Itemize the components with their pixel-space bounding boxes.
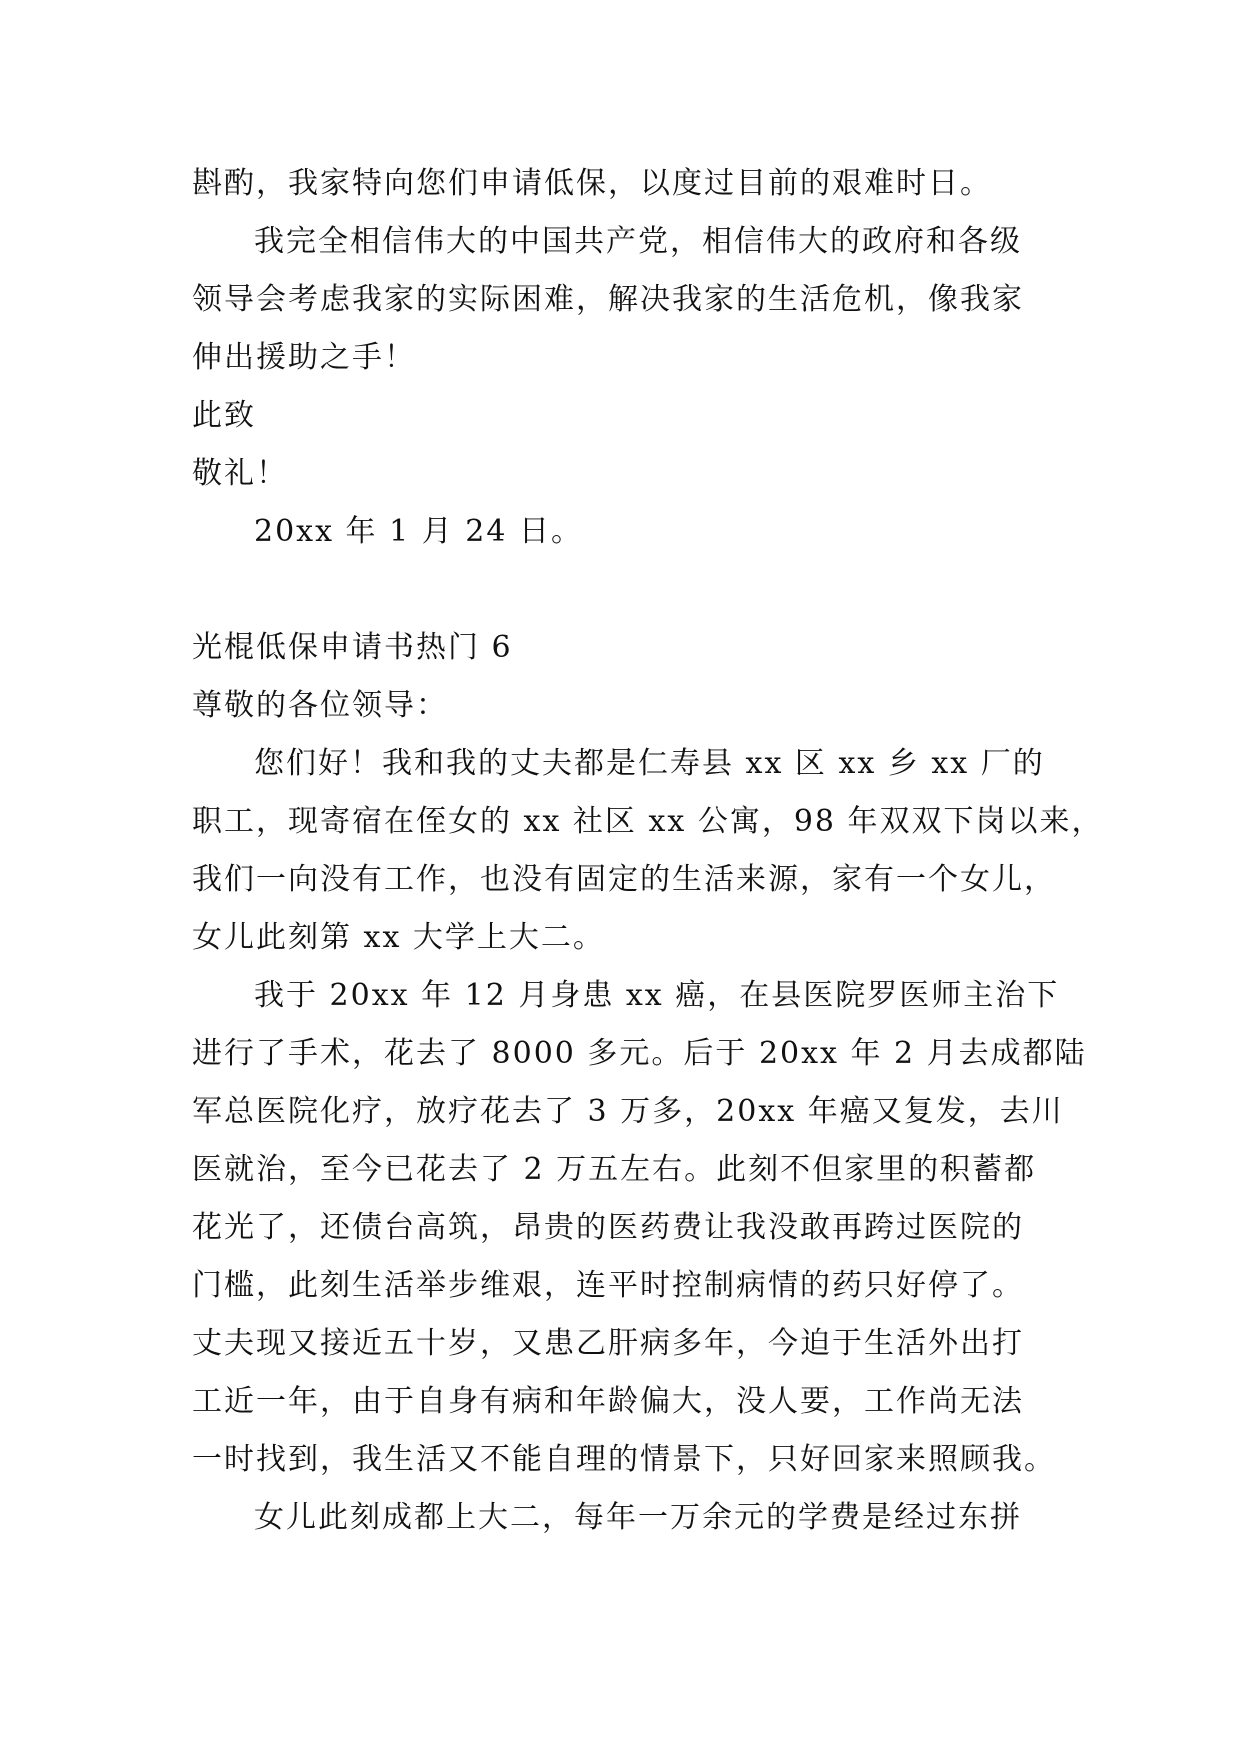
text-line: 伸出援助之手！ xyxy=(192,340,416,375)
text-line: 领导会考虑我家的实际困难，解决我家的生活危机，像我家 xyxy=(192,282,1024,317)
text-line: 斟酌，我家特向您们申请低保，以度过目前的艰难时日。 xyxy=(192,166,992,201)
section-title: 光棍低保申请书热门 6 xyxy=(192,630,513,665)
text-line: 我们一向没有工作，也没有固定的生活来源，家有一个女儿， xyxy=(192,862,1056,897)
text-line: 我于 20xx 年 12 月身患 xx 癌，在县医院罗医师主治下 xyxy=(254,978,1060,1013)
text-line: 花光了，还债台高筑，昂贵的医药费让我没敢再跨过医院的 xyxy=(192,1210,1024,1245)
closing-regards: 敬礼！ xyxy=(192,456,288,491)
text-line: 一时找到，我生活又不能自理的情景下，只好回家来照顾我。 xyxy=(192,1442,1056,1477)
closing-salutation: 此致 xyxy=(192,398,256,433)
text-line: 军总医院化疗，放疗花去了 3 万多，20xx 年癌又复发，去川 xyxy=(192,1094,1064,1129)
text-line: 女儿此刻成都上大二，每年一万余元的学费是经过东拼 xyxy=(254,1500,1022,1535)
text-line: 女儿此刻第 xx 大学上大二。 xyxy=(192,920,605,955)
text-line: 您们好！我和我的丈夫都是仁寿县 xx 区 xx 乡 xx 厂的 xyxy=(254,746,1045,781)
text-line: 进行了手术，花去了 8000 多元。后于 20xx 年 2 月去成都陆 xyxy=(192,1036,1087,1071)
text-line: 门槛，此刻生活举步维艰，连平时控制病情的药只好停了。 xyxy=(192,1268,1024,1303)
letter-date: 20xx 年 1 月 24 日。 xyxy=(254,514,583,549)
text-line: 工近一年，由于自身有病和年龄偏大，没人要，工作尚无法 xyxy=(192,1384,1024,1419)
text-line: 医就治，至今已花去了 2 万五左右。此刻不但家里的积蓄都 xyxy=(192,1152,1037,1187)
text-line: 丈夫现又接近五十岁，又患乙肝病多年，今迫于生活外出打 xyxy=(192,1326,1024,1361)
text-line: 职工，现寄宿在侄女的 xx 社区 xx 公寓，98 年双双下岗以来， xyxy=(192,804,1104,839)
text-line: 我完全相信伟大的中国共产党，相信伟大的政府和各级 xyxy=(254,224,1022,259)
greeting: 尊敬的各位领导： xyxy=(192,688,448,723)
